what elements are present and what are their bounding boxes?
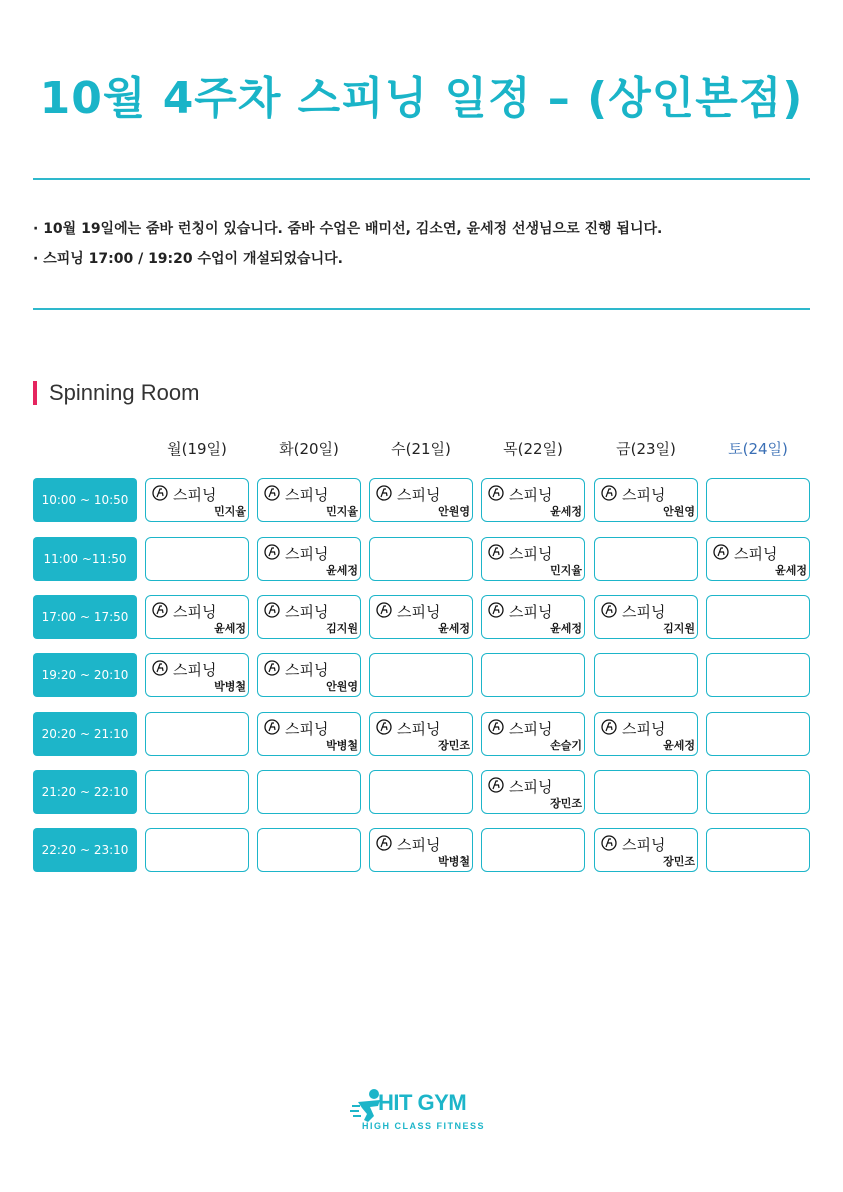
class-slot bbox=[481, 770, 585, 814]
class-slot bbox=[706, 537, 810, 581]
class-name: 스피닝 bbox=[285, 661, 329, 679]
class-slot bbox=[257, 595, 361, 639]
instructor-name: 장민조 bbox=[663, 855, 695, 868]
time-slot-label: 17:00 ~ 17:50 bbox=[33, 595, 137, 639]
spinning-bike-icon bbox=[713, 544, 729, 560]
empty-slot bbox=[706, 770, 810, 814]
spinning-bike-icon bbox=[601, 602, 617, 618]
class-name: 스피닝 bbox=[509, 778, 553, 796]
instructor-name: 윤세정 bbox=[663, 739, 695, 752]
instructor-name: 윤세정 bbox=[214, 622, 246, 635]
instructor-name: 민지율 bbox=[550, 564, 582, 577]
spinning-bike-icon bbox=[601, 485, 617, 501]
spinning-bike-icon bbox=[152, 485, 168, 501]
instructor-name: 장민조 bbox=[438, 739, 470, 752]
class-name: 스피닝 bbox=[173, 603, 217, 621]
spinning-bike-icon bbox=[601, 719, 617, 735]
instructor-name: 안원영 bbox=[663, 505, 695, 518]
spinning-bike-icon bbox=[264, 719, 280, 735]
spinning-bike-icon bbox=[264, 544, 280, 560]
class-name: 스피닝 bbox=[509, 603, 553, 621]
instructor-name: 윤세정 bbox=[550, 622, 582, 635]
time-slot-label: 20:20 ~ 21:10 bbox=[33, 712, 137, 756]
spinning-bike-icon bbox=[488, 777, 504, 793]
spinning-bike-icon bbox=[376, 485, 392, 501]
class-slot bbox=[257, 653, 361, 697]
class-name: 스피닝 bbox=[285, 603, 329, 621]
instructor-name: 김지원 bbox=[663, 622, 695, 635]
empty-slot bbox=[369, 537, 473, 581]
day-header: 월(19일) bbox=[167, 440, 227, 458]
empty-slot bbox=[706, 712, 810, 756]
class-slot bbox=[257, 478, 361, 522]
spinning-bike-icon bbox=[152, 660, 168, 676]
instructor-name: 안원영 bbox=[326, 680, 358, 693]
empty-slot bbox=[594, 653, 698, 697]
class-slot bbox=[369, 828, 473, 872]
logo-wordmark: HIT GYM bbox=[378, 1090, 467, 1115]
spinning-bike-icon bbox=[488, 544, 504, 560]
instructor-name: 김지원 bbox=[326, 622, 358, 635]
instructor-name: 윤세정 bbox=[550, 505, 582, 518]
empty-slot bbox=[257, 828, 361, 872]
empty-slot bbox=[594, 770, 698, 814]
instructor-name: 박병철 bbox=[438, 855, 470, 868]
class-name: 스피닝 bbox=[397, 720, 441, 738]
class-slot bbox=[481, 478, 585, 522]
empty-slot bbox=[706, 595, 810, 639]
spinning-bike-icon bbox=[376, 719, 392, 735]
class-slot bbox=[594, 712, 698, 756]
class-slot bbox=[369, 478, 473, 522]
empty-slot bbox=[369, 770, 473, 814]
section-heading bbox=[33, 380, 199, 406]
spinning-bike-icon bbox=[488, 719, 504, 735]
class-name: 스피닝 bbox=[173, 661, 217, 679]
class-name: 스피닝 bbox=[285, 545, 329, 563]
class-name: 스피닝 bbox=[509, 545, 553, 563]
time-slot-label: 22:20 ~ 23:10 bbox=[33, 828, 137, 872]
class-slot bbox=[369, 712, 473, 756]
divider-top bbox=[33, 178, 810, 180]
empty-slot bbox=[145, 537, 249, 581]
class-slot bbox=[481, 595, 585, 639]
instructor-name: 윤세정 bbox=[326, 564, 358, 577]
class-slot bbox=[594, 828, 698, 872]
instructor-name: 윤세정 bbox=[438, 622, 470, 635]
class-name: 스피닝 bbox=[173, 486, 217, 504]
class-slot bbox=[257, 712, 361, 756]
empty-slot bbox=[594, 537, 698, 581]
spinning-bike-icon bbox=[376, 835, 392, 851]
class-name: 스피닝 bbox=[622, 486, 666, 504]
class-name: 스피닝 bbox=[397, 603, 441, 621]
class-name: 스피닝 bbox=[397, 836, 441, 854]
instructor-name: 윤세정 bbox=[775, 564, 807, 577]
spinning-bike-icon bbox=[264, 602, 280, 618]
class-slot bbox=[594, 478, 698, 522]
class-slot bbox=[594, 595, 698, 639]
instructor-name: 장민조 bbox=[550, 797, 582, 810]
time-slot-label: 10:00 ~ 10:50 bbox=[33, 478, 137, 522]
day-header: 화(20일) bbox=[279, 440, 339, 458]
empty-slot bbox=[145, 712, 249, 756]
logo-tagline: HIGH CLASS FITNESS bbox=[362, 1121, 486, 1131]
empty-slot bbox=[481, 828, 585, 872]
instructor-name: 민지율 bbox=[214, 505, 246, 518]
class-name: 스피닝 bbox=[734, 545, 778, 563]
spinning-bike-icon bbox=[264, 660, 280, 676]
class-name: 스피닝 bbox=[622, 720, 666, 738]
spinning-bike-icon bbox=[152, 602, 168, 618]
page-title: 10월 4주차 스피닝 일정 – (상인본점) bbox=[39, 73, 804, 124]
section-marker bbox=[33, 381, 37, 405]
hitgym-logo bbox=[350, 1088, 500, 1138]
day-header: 수(21일) bbox=[391, 440, 451, 458]
class-name: 스피닝 bbox=[285, 720, 329, 738]
notice-list bbox=[33, 218, 662, 278]
empty-slot bbox=[257, 770, 361, 814]
empty-slot bbox=[145, 828, 249, 872]
time-slot-label: 11:00 ~11:50 bbox=[33, 537, 137, 581]
class-slot bbox=[257, 537, 361, 581]
class-slot bbox=[481, 712, 585, 756]
time-slot-label: 21:20 ~ 22:10 bbox=[33, 770, 137, 814]
empty-slot bbox=[706, 478, 810, 522]
day-header: 토(24일) bbox=[728, 440, 788, 458]
instructor-name: 안원영 bbox=[438, 505, 470, 518]
class-name: 스피닝 bbox=[509, 486, 553, 504]
divider-bottom bbox=[33, 308, 810, 310]
instructor-name: 손슬기 bbox=[550, 739, 582, 752]
empty-slot bbox=[369, 653, 473, 697]
spinning-bike-icon bbox=[376, 602, 392, 618]
class-name: 스피닝 bbox=[397, 486, 441, 504]
class-slot bbox=[369, 595, 473, 639]
class-name: 스피닝 bbox=[622, 603, 666, 621]
empty-slot bbox=[481, 653, 585, 697]
class-slot bbox=[145, 478, 249, 522]
empty-slot bbox=[706, 653, 810, 697]
day-header: 금(23일) bbox=[616, 440, 676, 458]
empty-slot bbox=[706, 828, 810, 872]
class-name: 스피닝 bbox=[622, 836, 666, 854]
class-slot bbox=[145, 595, 249, 639]
empty-slot bbox=[145, 770, 249, 814]
spinning-bike-icon bbox=[601, 835, 617, 851]
section-title: Spinning Room bbox=[49, 380, 200, 405]
class-slot bbox=[145, 653, 249, 697]
instructor-name: 박병철 bbox=[326, 739, 358, 752]
class-name: 스피닝 bbox=[285, 486, 329, 504]
spinning-bike-icon bbox=[488, 602, 504, 618]
instructor-name: 박병철 bbox=[214, 680, 246, 693]
day-header: 목(22일) bbox=[503, 440, 563, 458]
class-name: 스피닝 bbox=[509, 720, 553, 738]
class-slot bbox=[481, 537, 585, 581]
instructor-name: 민지율 bbox=[326, 505, 358, 518]
spinning-bike-icon bbox=[264, 485, 280, 501]
time-slot-label: 19:20 ~ 20:10 bbox=[33, 653, 137, 697]
notice-item: · 10월 19일에는 줌바 런칭이 있습니다. 줌바 수업은 배미선, 김소연, 윤세정 선생님으로 진행 됩니다. bbox=[33, 221, 663, 237]
spinning-bike-icon bbox=[488, 485, 504, 501]
notice-item: · 스피닝 17:00 / 19:20 수업이 개설되었습니다. bbox=[33, 251, 343, 267]
